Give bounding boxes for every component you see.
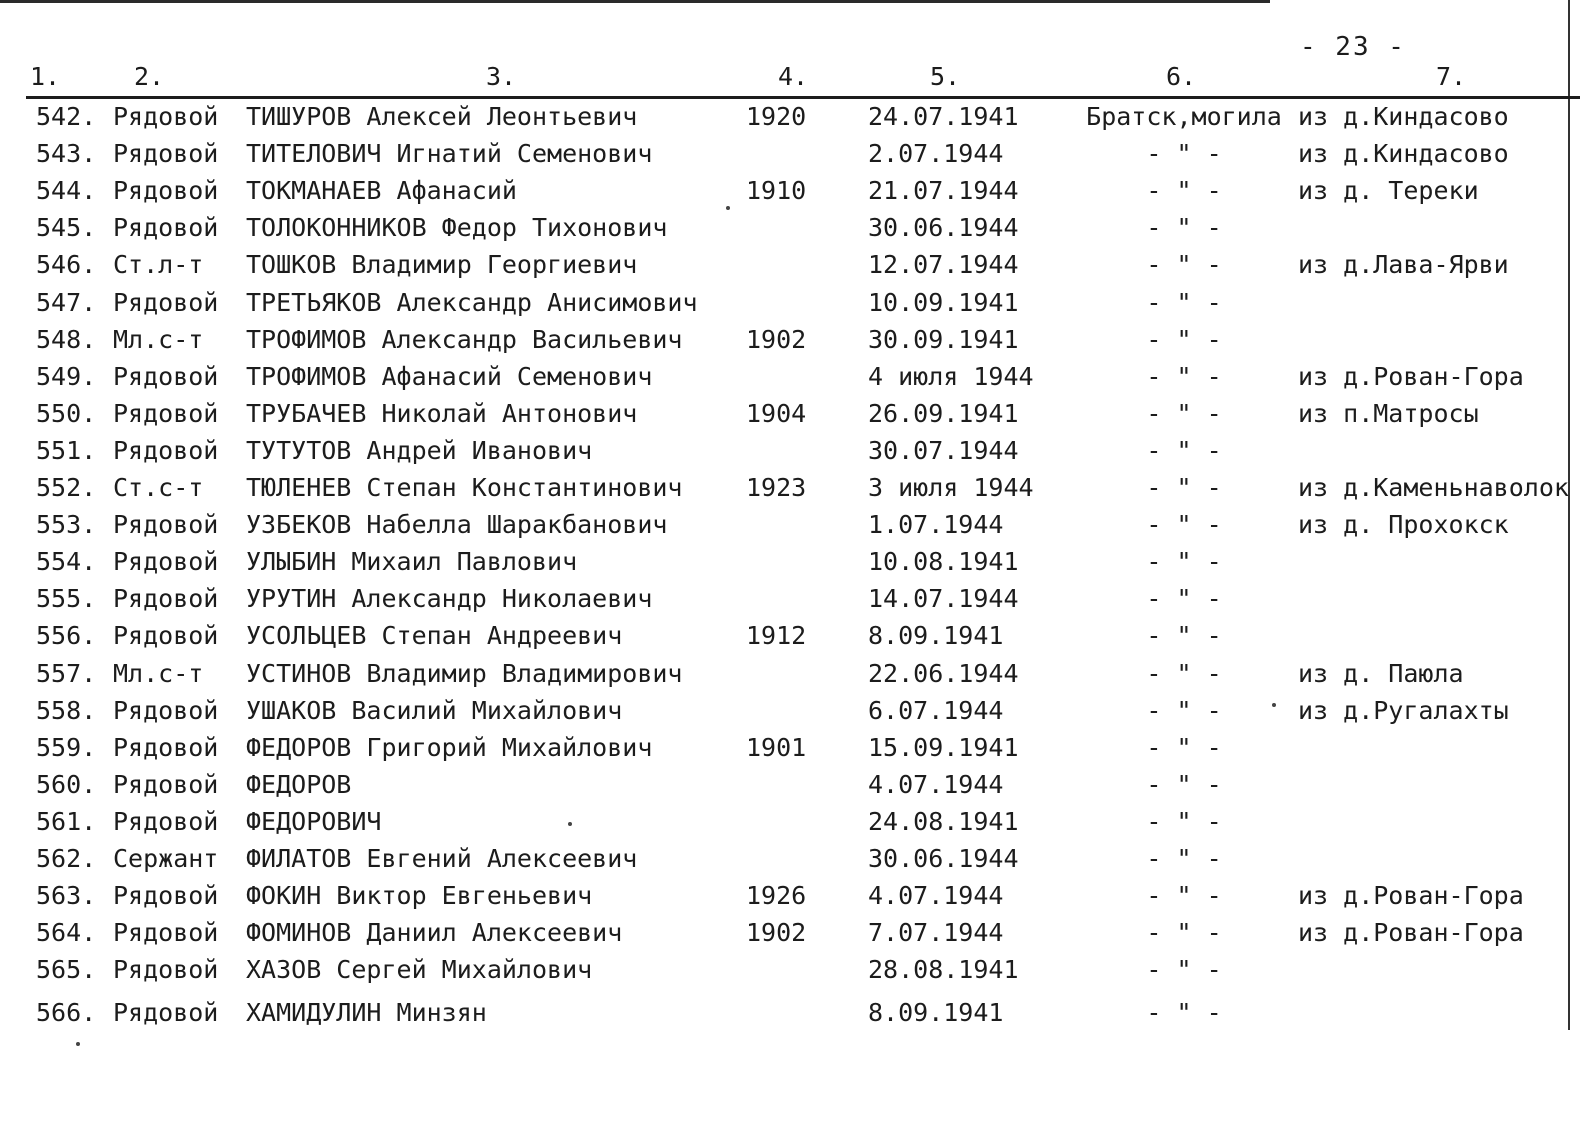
table-row	[0, 360, 1580, 396]
record-death-date: 8.09.1941	[868, 998, 1004, 1028]
record-name: ХАМИДУЛИН Минзян	[246, 998, 487, 1028]
table-row	[0, 694, 1580, 730]
record-burial-place: - " -	[1146, 806, 1222, 836]
record-rank: Рядовой	[113, 584, 219, 614]
record-burial-place: - " -	[1146, 844, 1222, 873]
table-row	[0, 545, 1580, 581]
record-name: ТОШКОВ Владимир Георгиевич	[246, 250, 638, 280]
record-number: 547.	[36, 287, 97, 317]
record-birth-year: 1902	[746, 324, 807, 354]
record-origin: из д.Рован-Гора	[1298, 918, 1524, 948]
column-header-6: 6.	[1166, 62, 1197, 91]
table-row	[0, 248, 1580, 284]
table-row	[0, 211, 1580, 247]
record-name: УСОЛЬЦЕВ Степан Андреевич	[246, 621, 623, 651]
record-burial-place: - " -	[1146, 398, 1222, 428]
record-birth-year: 1904	[746, 398, 807, 428]
record-rank: Рядовой	[113, 435, 219, 465]
record-burial-place: - " -	[1146, 955, 1222, 985]
table-row	[0, 100, 1580, 136]
record-rank: Мл.с-т	[113, 658, 204, 688]
record-rank: Рядовой	[113, 102, 219, 131]
record-origin: из д. Паюла	[1298, 658, 1464, 688]
record-rank: Рядовой	[113, 806, 219, 836]
record-number: 564.	[36, 918, 97, 948]
record-death-date: 24.07.1941	[868, 102, 1019, 131]
record-number: 548.	[36, 324, 97, 354]
paper-speck	[76, 1042, 80, 1046]
record-burial-place: - " -	[1146, 250, 1222, 280]
table-row	[0, 471, 1580, 507]
record-burial-place: - " -	[1146, 139, 1222, 169]
record-name: ФОКИН Виктор Евгеньевич	[246, 881, 593, 911]
record-name: ТОКМАНАЕВ Афанасий	[246, 176, 517, 206]
record-burial-place: - " -	[1146, 287, 1222, 317]
record-death-date: 30.06.1944	[868, 844, 1019, 873]
record-number: 561.	[36, 806, 97, 836]
record-origin: из д. Тереки	[1298, 176, 1479, 206]
record-name: ТРОФИМОВ Афанасий Семенович	[246, 361, 653, 391]
record-burial-place: - " -	[1146, 213, 1222, 243]
record-name: УЗБЕКОВ Набелла Шаракбанович	[246, 510, 668, 540]
record-rank: Рядовой	[113, 955, 219, 985]
record-number: 566.	[36, 998, 97, 1028]
record-number: 551.	[36, 435, 97, 465]
record-name: УРУТИН Александр Николаевич	[246, 584, 653, 614]
record-burial-place: - " -	[1146, 435, 1222, 465]
record-number: 542.	[36, 102, 97, 131]
record-origin: из д.Каменьнаволок	[1298, 473, 1569, 502]
record-number: 556.	[36, 621, 97, 651]
record-burial-place: Братск,могила	[1086, 102, 1282, 131]
record-rank: Рядовой	[113, 139, 219, 169]
record-death-date: 30.09.1941	[868, 324, 1019, 354]
record-number: 559.	[36, 732, 97, 762]
record-burial-place: - " -	[1146, 881, 1222, 911]
record-burial-place: - " -	[1146, 695, 1222, 725]
record-death-date: 30.07.1944	[868, 435, 1019, 465]
table-row	[0, 996, 1580, 1032]
table-row	[0, 323, 1580, 359]
record-origin: из д.Рован-Гора	[1298, 361, 1524, 391]
record-rank: Рядовой	[113, 621, 219, 651]
record-burial-place: - " -	[1146, 473, 1222, 502]
record-rank: Мл.с-т	[113, 324, 204, 354]
record-death-date: 8.09.1941	[868, 621, 1004, 651]
table-row	[0, 842, 1580, 878]
record-rank: Рядовой	[113, 547, 219, 577]
record-origin: из д.Киндасово	[1298, 139, 1509, 169]
column-header-3: 3.	[486, 62, 517, 91]
record-rank: Рядовой	[113, 695, 219, 725]
record-origin: из д.Лава-Ярви	[1298, 250, 1509, 280]
table-row	[0, 137, 1580, 173]
record-rank: Рядовой	[113, 732, 219, 762]
paper-speck	[568, 822, 572, 826]
column-header-7: 7.	[1436, 62, 1467, 91]
record-name: ХАЗОВ Сергей Михайлович	[246, 955, 593, 985]
record-rank: Рядовой	[113, 361, 219, 391]
record-burial-place: - " -	[1146, 361, 1222, 391]
table-row	[0, 768, 1580, 804]
record-burial-place: - " -	[1146, 176, 1222, 206]
column-header-5: 5.	[930, 62, 961, 91]
top-rule	[0, 0, 1270, 3]
record-number: 558.	[36, 695, 97, 725]
record-number: 557.	[36, 658, 97, 688]
record-rank: Ст.л-т	[113, 250, 204, 280]
record-death-date: 21.07.1944	[868, 176, 1019, 206]
record-number: 563.	[36, 881, 97, 911]
record-rank: Сержант	[113, 844, 219, 873]
record-name: ФЕДОРОВ	[246, 769, 352, 799]
record-rank: Ст.с-т	[113, 473, 204, 502]
record-death-date: 1.07.1944	[868, 510, 1004, 540]
record-name: ТЮЛЕНЕВ Степан Константинович	[246, 473, 683, 502]
record-number: 560.	[36, 769, 97, 799]
record-death-date: 30.06.1944	[868, 213, 1019, 243]
paper-speck	[726, 206, 730, 210]
page-number: - 23 -	[1300, 32, 1406, 62]
record-name: ТОЛОКОННИКОВ Федор Тихонович	[246, 213, 668, 243]
record-name: ФОМИНОВ Даниил Алексеевич	[246, 918, 623, 948]
record-death-date: 14.07.1944	[868, 584, 1019, 614]
table-row	[0, 582, 1580, 618]
record-rank: Рядовой	[113, 213, 219, 243]
record-death-date: 10.09.1941	[868, 287, 1019, 317]
record-death-date: 6.07.1944	[868, 695, 1004, 725]
table-row	[0, 916, 1580, 952]
record-number: 555.	[36, 584, 97, 614]
record-death-date: 4 июля 1944	[868, 361, 1034, 391]
table-row	[0, 805, 1580, 841]
record-name: УЛЫБИН Михаил Павлович	[246, 547, 578, 577]
table-row	[0, 619, 1580, 655]
record-name: ТРУБАЧЕВ Николай Антонович	[246, 398, 638, 428]
record-burial-place: - " -	[1146, 621, 1222, 651]
record-birth-year: 1920	[746, 102, 807, 131]
record-rank: Рядовой	[113, 918, 219, 948]
table-row	[0, 508, 1580, 544]
record-burial-place: - " -	[1146, 510, 1222, 540]
record-death-date: 4.07.1944	[868, 769, 1004, 799]
record-death-date: 12.07.1944	[868, 250, 1019, 280]
table-row	[0, 434, 1580, 470]
record-name: ФЕДОРОВИЧ	[246, 806, 382, 836]
record-name: ФИЛАТОВ Евгений Алексеевич	[246, 844, 638, 873]
record-number: 546.	[36, 250, 97, 280]
record-number: 543.	[36, 139, 97, 169]
record-death-date: 28.08.1941	[868, 955, 1019, 985]
table-row	[0, 953, 1580, 989]
table-row	[0, 397, 1580, 433]
table-row	[0, 731, 1580, 767]
record-rank: Рядовой	[113, 769, 219, 799]
record-death-date: 24.08.1941	[868, 806, 1019, 836]
record-name: ТУТУТОВ Андрей Иванович	[246, 435, 593, 465]
record-death-date: 15.09.1941	[868, 732, 1019, 762]
record-rank: Рядовой	[113, 881, 219, 911]
record-birth-year: 1923	[746, 473, 807, 502]
record-name: ФЕДОРОВ Григорий Михайлович	[246, 732, 653, 762]
paper-speck	[1272, 703, 1276, 707]
header-rule	[26, 96, 1580, 99]
record-burial-place: - " -	[1146, 584, 1222, 614]
record-number: 544.	[36, 176, 97, 206]
record-number: 545.	[36, 213, 97, 243]
record-death-date: 3 июля 1944	[868, 473, 1034, 502]
record-name: УШАКОВ Василий Михайлович	[246, 695, 623, 725]
record-name: ТРОФИМОВ Александр Васильевич	[246, 324, 683, 354]
record-burial-place: - " -	[1146, 918, 1222, 948]
column-header-4: 4.	[778, 62, 809, 91]
record-burial-place: - " -	[1146, 658, 1222, 688]
record-birth-year: 1912	[746, 621, 807, 651]
record-rank: Рядовой	[113, 998, 219, 1028]
record-rank: Рядовой	[113, 510, 219, 540]
record-origin: из д.Рован-Гора	[1298, 881, 1524, 911]
record-death-date: 26.09.1941	[868, 398, 1019, 428]
record-number: 549.	[36, 361, 97, 391]
record-burial-place: - " -	[1146, 547, 1222, 577]
record-name: УСТИНОВ Владимир Владимирович	[246, 658, 683, 688]
record-rank: Рядовой	[113, 398, 219, 428]
record-rank: Рядовой	[113, 287, 219, 317]
record-origin: из д.Киндасово	[1298, 102, 1509, 131]
column-header-1: 1.	[30, 62, 61, 91]
column-header-row	[0, 62, 1580, 96]
record-name: ТИТЕЛОВИЧ Игнатий Семенович	[246, 139, 653, 169]
record-death-date: 7.07.1944	[868, 918, 1004, 948]
record-birth-year: 1910	[746, 176, 807, 206]
record-number: 554.	[36, 547, 97, 577]
table-row	[0, 174, 1580, 210]
record-birth-year: 1926	[746, 881, 807, 911]
record-origin: из д. Прохокск	[1298, 510, 1509, 540]
record-number: 550.	[36, 398, 97, 428]
record-death-date: 22.06.1944	[868, 658, 1019, 688]
record-burial-place: - " -	[1146, 324, 1222, 354]
record-birth-year: 1901	[746, 732, 807, 762]
record-death-date: 4.07.1944	[868, 881, 1004, 911]
table-row	[0, 879, 1580, 915]
table-row	[0, 657, 1580, 693]
table-row	[0, 286, 1580, 322]
record-name: ТРЕТЬЯКОВ Александр Анисимович	[246, 287, 698, 317]
record-birth-year: 1902	[746, 918, 807, 948]
record-origin: из д.Ругалахты	[1298, 695, 1509, 725]
record-burial-place: - " -	[1146, 732, 1222, 762]
record-number: 562.	[36, 844, 97, 873]
record-origin: из п.Матросы	[1298, 398, 1479, 428]
record-burial-place: - " -	[1146, 769, 1222, 799]
record-name: ТИШУРОВ Алексей Леонтьевич	[246, 102, 638, 131]
record-death-date: 2.07.1944	[868, 139, 1004, 169]
record-number: 553.	[36, 510, 97, 540]
record-rank: Рядовой	[113, 176, 219, 206]
record-burial-place: - " -	[1146, 998, 1222, 1028]
record-number: 565.	[36, 955, 97, 985]
column-header-2: 2.	[134, 62, 165, 91]
record-death-date: 10.08.1941	[868, 547, 1019, 577]
record-number: 552.	[36, 473, 97, 502]
